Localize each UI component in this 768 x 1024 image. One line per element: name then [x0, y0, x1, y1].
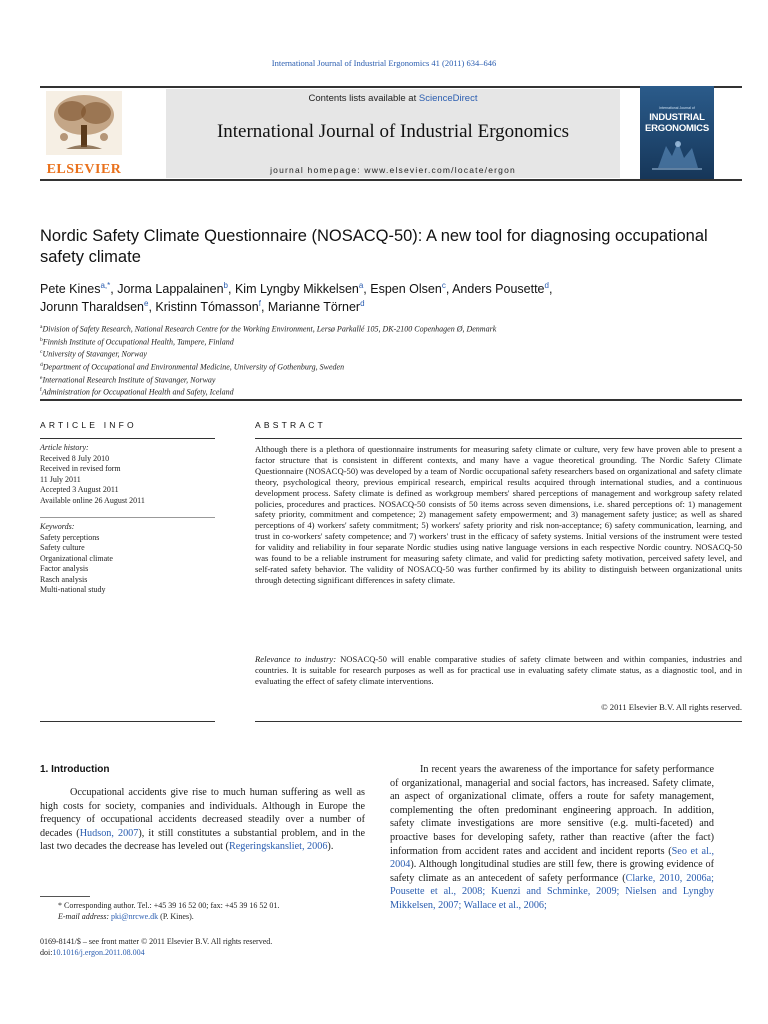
affiliation: $^f$Administration for Occupational Health and Safety, Iceland	[40, 387, 234, 397]
relevance-label: Relevance to industry:	[255, 654, 337, 664]
reference-link[interactable]: Clarke, 2010, 2006a; Pousette et al., 2008; Kuenzi and Schminke, 2009; Nielsen and Lyngby Mikkelsen, 2007; Wallace et al., 2006;	[390, 872, 714, 911]
info-divider-bottom	[40, 721, 215, 722]
front-matter-line: 0169-8141/$ – see front matter © 2011 Elsevier B.V. All rights reserved.	[40, 937, 273, 946]
copyright-notice: © 2011 Elsevier B.V. All rights reserved.	[601, 702, 742, 712]
relevance-to-industry	[255, 654, 742, 687]
author[interactable]: Marianne Törner$^d$	[267, 298, 365, 314]
introduction-paragraph: Occupational accidents give rise to much human suffering as well as high costs for society, companies and individuals. Although in Europe the frequency of occupational accidents decreased steadily over a number of decades (Hudson, 2007), it still constitutes a substantial problem, and in the last two decades the decrease has leveled out (Regeringskansliet, 2006).	[40, 787, 365, 853]
author[interactable]: Jorunn Tharaldsen$^e$	[40, 298, 149, 314]
keyword: Organizational climate	[40, 553, 113, 563]
cover-title-line2: ERGONOMICS	[645, 123, 709, 134]
author[interactable]: Pete Kines$^{a,*}$	[40, 280, 111, 296]
affiliation: $^a$Division of Safety Research, National Research Centre for the Working Environment, Lersø Parkallé 105, DK-2100 Copenhagen Ø, Denmark	[40, 324, 497, 334]
introduction-paragraph-right: In recent years the awareness of the importance for safety performance of organizational, managerial and social factors, has increased. Safety climate, an aspect of organizational climate, offers a route for safety management, complementing the often predominant engineering approach. In addition, safety climate investigations are more sensitive (e.g. multi-faceted) and proactive bases for developing safety, rather than reactive (after the fact) information from accident rates and accident and incident reports (Seo et al., 2004). Although longitudinal studies are still few, there is growing evidence of safety climate as an antecedent of safety performance (Clarke, 2010, 2006a; Pousette et al., 2008; Kuenzi and Schminke, 2009; Nielsen and Lyngby Mikkelsen, 2007; Wallace et al., 2006;	[390, 764, 714, 911]
contents-prefix: Contents lists available at	[308, 93, 419, 104]
doi-line: doi:10.1016/j.ergon.2011.08.004	[40, 948, 145, 957]
relevance-text: NOSACQ-50 will enable comparative studies of safety climate between and within companies, industries and countries. It is suitable for research purposes as well as for practical use in evaluating safety climate status, as a diagnostic tool, and in evaluating the effect of safety climate interventions.	[255, 654, 742, 686]
email-link[interactable]: pki@nrcwe.dk	[111, 912, 159, 921]
author[interactable]: Kim Lyngby Mikkelsen$^a$	[234, 280, 364, 296]
article-history	[40, 443, 220, 506]
keywords-divider	[40, 517, 215, 518]
reference-link[interactable]: Seo et al., 2004	[390, 845, 714, 871]
elsevier-wordmark: ELSEVIER	[46, 162, 122, 177]
doi-link[interactable]: 10.1016/j.ergon.2011.08.004	[52, 948, 145, 957]
issn-block	[40, 936, 380, 958]
keywords-label: Keywords:	[40, 522, 75, 531]
corresponding-author-footnote	[40, 900, 370, 922]
author[interactable]: Jorma Lappalainen$^b$	[117, 280, 228, 296]
footnote-divider	[40, 896, 90, 897]
affiliation: $^c$University of Stavanger, Norway	[40, 349, 147, 359]
affiliation-list	[40, 322, 760, 398]
journal-title[interactable]: International Journal of Industrial Ergonomics	[216, 121, 570, 142]
journal-cover-thumbnail[interactable]	[640, 86, 714, 180]
author[interactable]: Espen Olsen$^c$	[370, 280, 446, 296]
abstract-divider-bottom	[255, 721, 742, 722]
affiliation: $^b$Finnish Institute of Occupational Health, Tampere, Finland	[40, 336, 234, 347]
footnote-line: * Corresponding author. Tel.: +45 39 16 52 00; fax: +45 39 16 52 01.	[58, 901, 280, 910]
cover-small-text: International Journal of	[659, 106, 695, 110]
article-title: Nordic Safety Climate Questionnaire (NOSACQ-50): A new tool for diagnosing occupational safety climate	[40, 227, 708, 266]
keyword: Safety perceptions	[40, 532, 100, 542]
cover-title-line1: INDUSTRIAL	[649, 112, 705, 123]
author[interactable]: Anders Pousette$^d$	[452, 280, 549, 296]
footnote-marker: *	[58, 901, 62, 910]
keyword: Safety culture	[40, 543, 85, 552]
abstract-body: Although there is a plethora of questionnaire instruments for measuring safety climate or culture, very few have proven able to present a factor structure that is consistent in different contexts, and many have a vague theoretical grounding. The Nordic Safety Climate Questionnaire (NOSACQ-50) was developed by a team of Nordic occupational safety researchers based on organizational and safety climate theory, psychological theory, previous empirical research, empirical results acquired through international studies, and a continuous development process. Safety climate is defined as workgroup members' shared perceptions of management and workgroup safety related policies, procedures and practices. NOSACQ-50 consists of 50 items across seven dimensions, i.e. shared perceptions of: 1) management safety priority, commitment and competence; 2) management safety empowerment; and 3) management safety justice; as well as shared perceptions of 4) workers' safety commitment; 5) workers' safety priority and risk non-acceptance; 6) safety communication, learning, and trust in co-workers' safety competence; and 7) workers' trust in the efficacy of safety systems. Initial versions of the instrument were tested for validity and reliability in four separate Nordic studies using native language versions in each respective Nordic country. NOSACQ-50 was found to be a reliable instrument for measuring safety climate, and valid for predicting safety motivation, perceived safety level, and self-rated safety behavior. The validity of NOSACQ-50 was further confirmed by its ability to distinguish between organizational units through detecting significant differences in safety climate.	[255, 444, 742, 585]
masthead-divider-bottom	[40, 179, 742, 181]
abstract-divider-top	[255, 438, 742, 439]
history-item: Received 8 July 2010	[40, 453, 110, 463]
cover-title	[642, 112, 712, 134]
author[interactable]: Kristinn Tómasson$^f$	[155, 298, 261, 314]
journal-banner	[166, 89, 620, 178]
cover-figure-icon	[648, 138, 706, 172]
contents-line	[166, 93, 620, 104]
keyword: Factor analysis	[40, 564, 89, 573]
keyword: Rasch analysis	[40, 574, 88, 584]
affiliation: $^d$Department of Occupational and Environmental Medicine, University of Gothenburg, Sweden	[40, 361, 345, 372]
history-item: Available online 26 August 2011	[40, 495, 145, 505]
reference-link[interactable]: Regeringskansliet, 2006	[228, 841, 328, 853]
sciencedirect-link[interactable]: ScienceDirect	[418, 93, 478, 104]
affiliation: $^e$International Research Institute of Stavanger, Norway	[40, 374, 216, 385]
abstract-heading: ABSTRACT	[255, 420, 326, 430]
history-label: Article history:	[40, 443, 89, 452]
info-divider	[40, 438, 215, 439]
reference-link[interactable]: Hudson, 2007	[79, 827, 139, 839]
history-item: 11 July 2011	[40, 474, 81, 484]
history-item: Accepted 3 August 2011	[40, 485, 119, 494]
masthead-divider-top	[40, 86, 742, 88]
section-heading-introduction: 1. Introduction	[40, 764, 110, 775]
footnote-email-line: E-mail address: pki@nrcwe.dk (P. Kines).	[58, 912, 194, 921]
citation-header[interactable]: International Journal of Industrial Ergonomics 41 (2011) 634–646	[271, 58, 497, 68]
keyword-list	[40, 522, 220, 596]
keyword: Multi-national study	[40, 585, 106, 594]
journal-homepage-link[interactable]: journal homepage: www.elsevier.com/locate/ergon	[270, 165, 516, 175]
article-info-heading: ARTICLE INFO	[40, 420, 137, 430]
author-list: Pete Kines$^{a,*}$, Jorma Lappalainen$^b$, Kim Lyngby Mikkelsen$^a$, Espen Olsen$^c$, Anders Pousette$^d$, Jorunn Tharaldsen$^e$, Kristinn Tómasson$^f$, Marianne Törner$^d$	[40, 280, 553, 314]
elsevier-logo[interactable]	[40, 89, 128, 178]
elsevier-tree-icon	[46, 91, 122, 155]
history-item: Received in revised form	[40, 464, 121, 473]
article-info-divider	[40, 399, 742, 401]
